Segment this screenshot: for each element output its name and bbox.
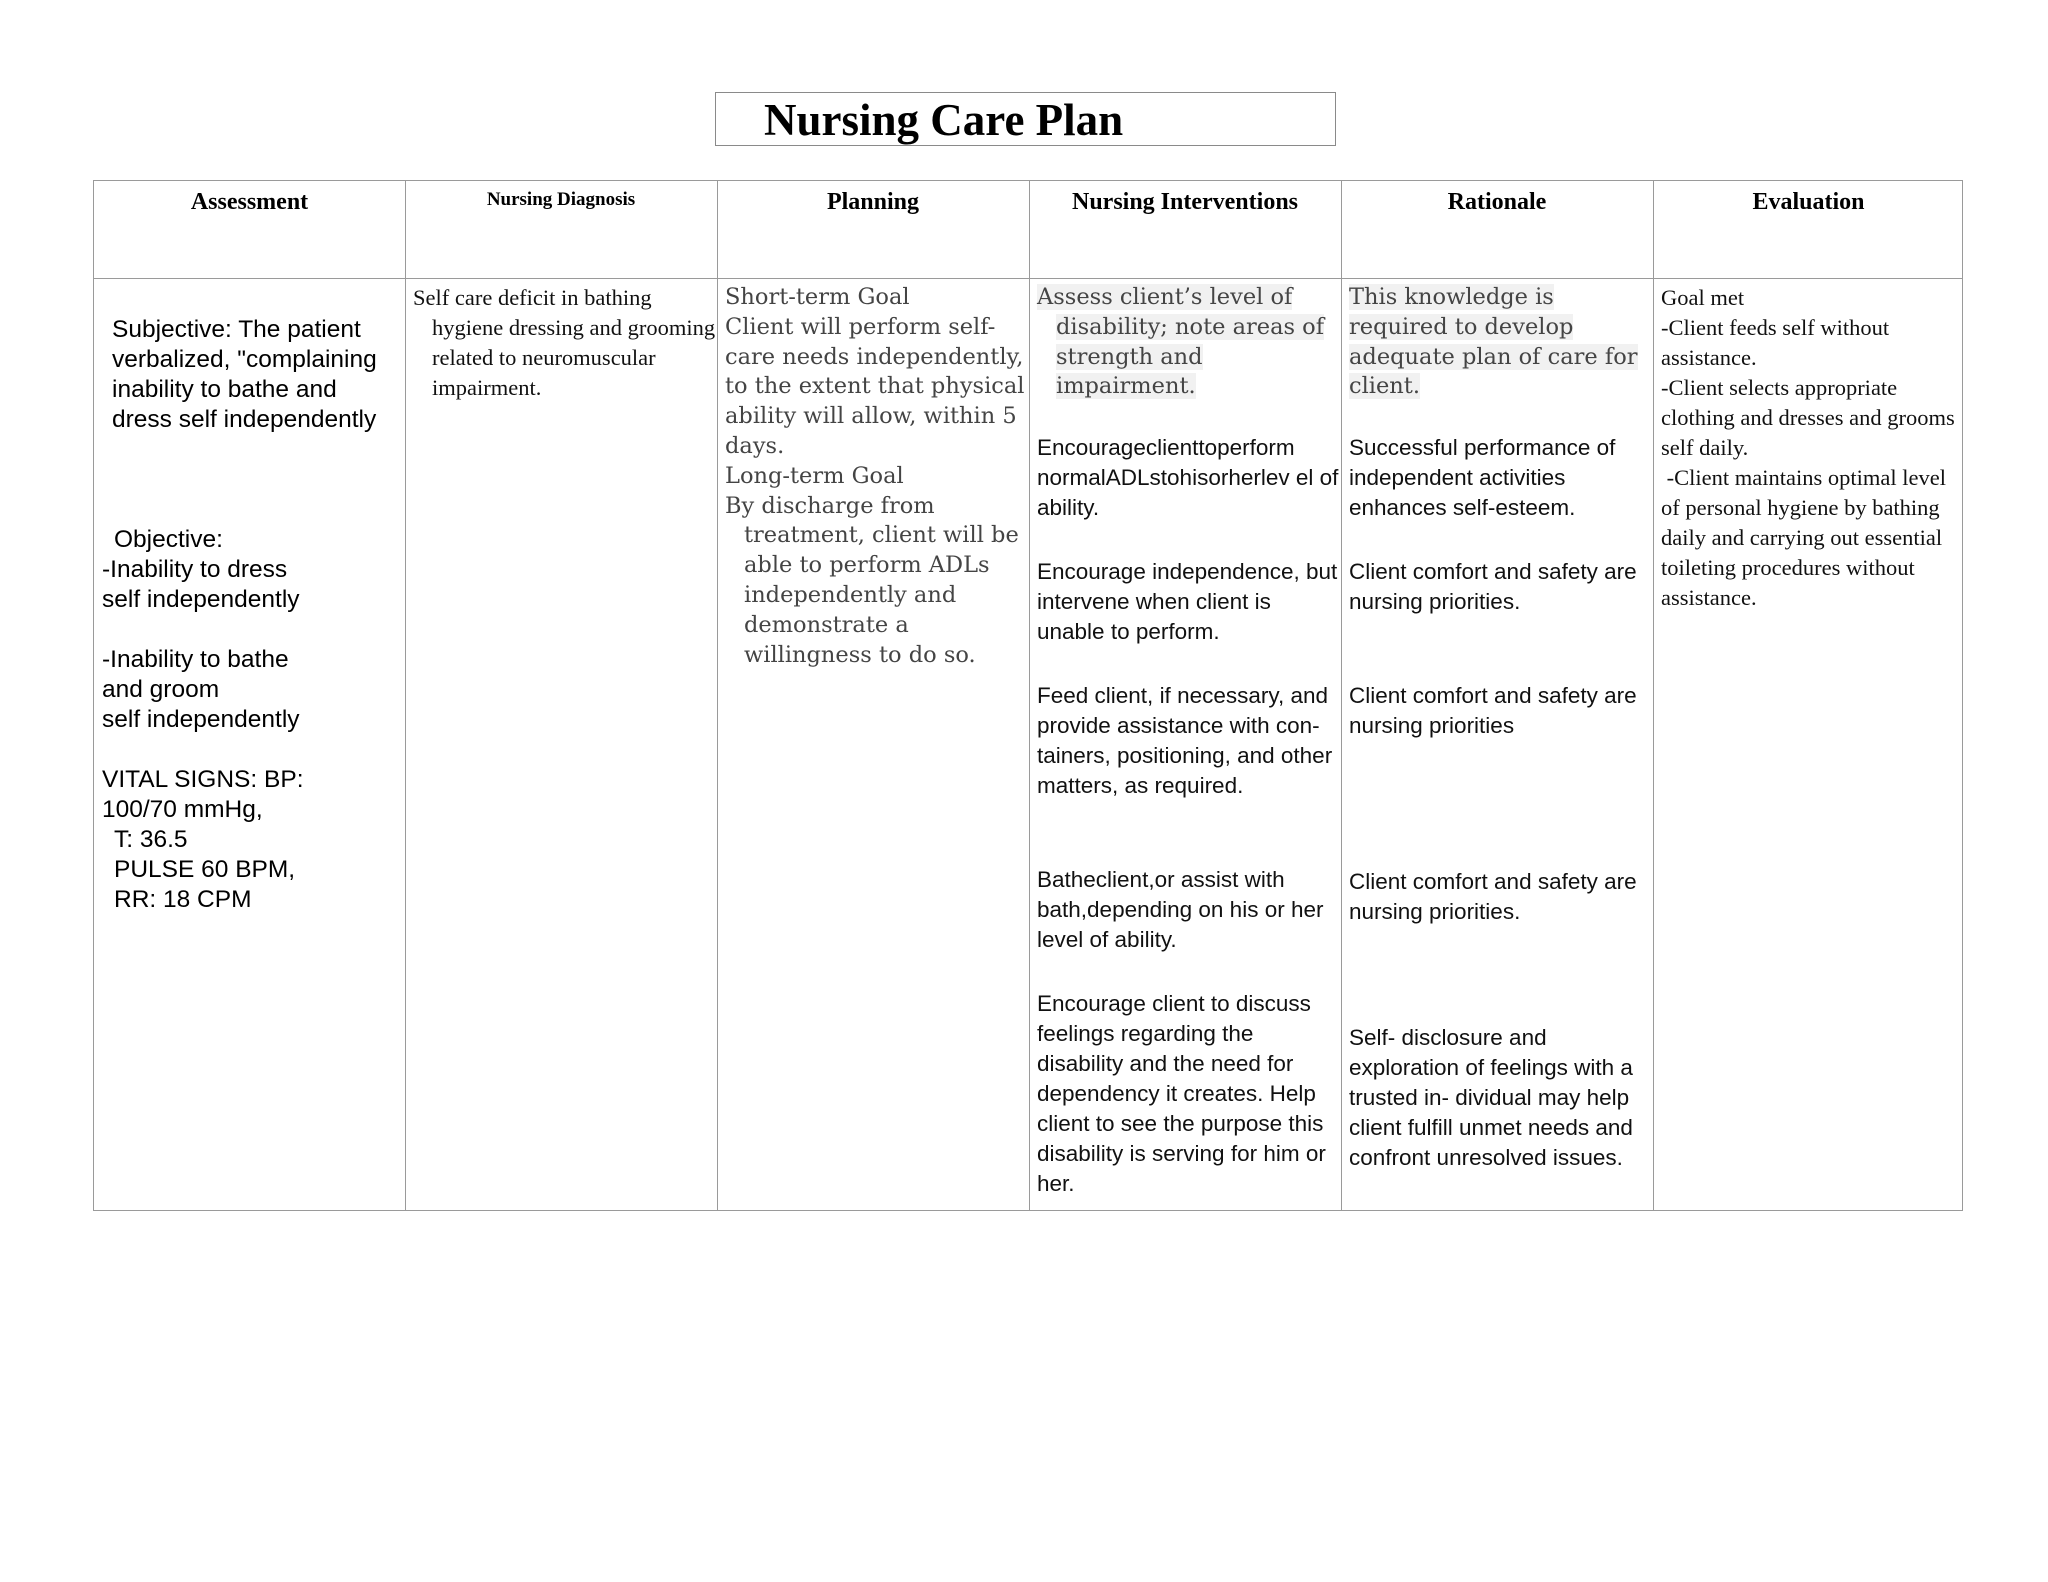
intervention-item: Feed client, if necessary, and provide assistance with con- tainers, positioning, and other matters, as required. [1037, 683, 1333, 798]
evaluation-item: -Client feeds self without assistance. [1661, 315, 1890, 370]
header-diagnosis: Nursing Diagnosis [486, 189, 636, 210]
header-evaluation: Evaluation [1752, 189, 1865, 215]
text-line: dress self independently [112, 406, 377, 433]
intervention-item [1037, 283, 1339, 433]
long-term-text: By discharge from treatment, client will be able to perform ADLs independently and demonstrate a willingness to do so. [725, 492, 1019, 668]
assessment-cell [102, 315, 402, 915]
care-plan-table [93, 180, 1963, 1211]
rationale-item: Self- disclosure and exploration of feelings with a trusted in- dividual may help client fulfill unmet needs and confront unresolved issues. [1349, 1025, 1633, 1170]
planning-cell [725, 283, 1027, 670]
text-line: PULSE 60 BPM, [114, 856, 296, 883]
text-line: 100/70 mmHg, [102, 796, 263, 823]
intervention-item: Encourageclienttoperform normalADLstohisorherlev el of ability. [1037, 435, 1339, 520]
text-line: RR: 18 CPM [114, 886, 252, 913]
long-term-label: Long-term Goal [725, 462, 904, 489]
text-line: and groom [102, 676, 220, 703]
interventions-cell [1037, 283, 1339, 1199]
text-span: Assess client’s level of disability; note areas of strength and impairment. [1037, 284, 1325, 400]
subjective-text [102, 315, 402, 435]
text-line: self independently [102, 706, 300, 733]
short-term-text: Client will perform self-care needs independently, to the extent that physical ability will allow, within 5 days. [725, 313, 1025, 459]
text-span: This knowledge is required to develop adequate plan of care for client. [1349, 284, 1638, 400]
rationale-item: Client comfort and safety are nursing priorities. [1349, 559, 1637, 614]
rationale-cell [1349, 283, 1651, 1173]
header-rationale: Rationale [1447, 189, 1547, 215]
intervention-item: Encourage independence, but intervene when client is unable to perform. [1037, 559, 1338, 644]
short-term-label: Short-term Goal [725, 284, 910, 310]
rationale-item: Client comfort and safety are nursing priorities. [1349, 869, 1637, 924]
evaluation-item: self daily. [1661, 435, 1749, 460]
objective-item [102, 645, 402, 735]
diagnosis-text: Self care deficit in bathing hygiene dressing and grooming related to neuromuscular impairment. [413, 285, 716, 400]
header-divider [94, 278, 1962, 279]
text-line: verbalized, "complaining [112, 346, 377, 373]
evaluation-item: -Client selects appropriate clothing and dresses and grooms [1661, 375, 1955, 430]
title-box [715, 92, 1336, 146]
rationale-item: Client comfort and safety are nursing priorities [1349, 683, 1637, 738]
text-line: inability to bathe and [112, 376, 337, 403]
column-divider [1029, 181, 1030, 1210]
column-divider [1341, 181, 1342, 1210]
rationale-item: Successful performance of independent activities enhances self-esteem. [1349, 435, 1616, 520]
page-title: Nursing Care Plan [764, 95, 1124, 145]
header-assessment: Assessment [190, 189, 309, 215]
text-line: T: 36.5 [114, 826, 188, 853]
text-line: self independently [102, 586, 300, 613]
text-line: Subjective: The patient [112, 316, 361, 343]
objective-item [102, 555, 402, 615]
rationale-item [1349, 283, 1651, 433]
text-line: -Inability to bathe [102, 646, 289, 673]
intervention-item: Encourage client to discuss feelings regarding the disability and the need for dependency it creates. Help client to see the purpose this disability is serving for him or her. [1037, 991, 1326, 1196]
vital-signs [102, 765, 402, 915]
column-divider [1653, 181, 1654, 1210]
evaluation-cell [1661, 283, 1961, 613]
header-interventions: Nursing Interventions [1071, 189, 1299, 215]
intervention-item: Batheclient,or assist with bath,depending on his or her level of ability. [1037, 867, 1324, 952]
evaluation-status: Goal met [1661, 285, 1745, 310]
text-line: -Inability to dress [102, 556, 288, 583]
text-line: VITAL SIGNS: BP: [102, 766, 304, 793]
objective-label: Objective: [114, 526, 223, 553]
header-planning: Planning [826, 189, 920, 215]
evaluation-item: -Client maintains optimal level of personal hygiene by bathing daily and carrying out essential toileting procedures without assistance. [1661, 465, 1952, 610]
column-divider [405, 181, 406, 1210]
